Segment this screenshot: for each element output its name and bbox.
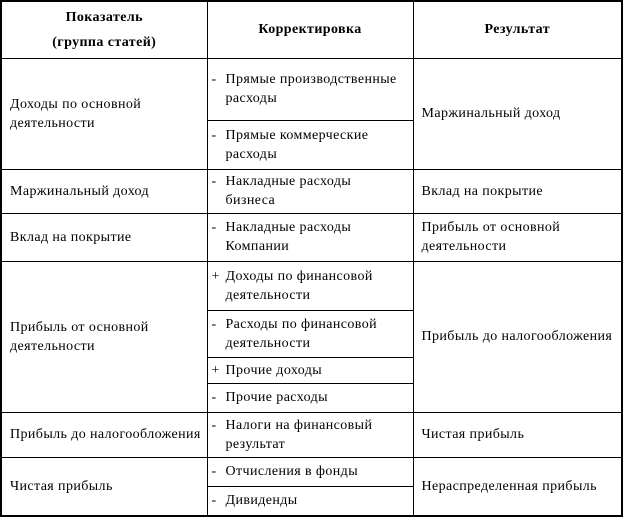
indicator-cell: Вклад на покрытие [1,213,207,261]
adjustment-text: Прямые коммерческие расходы [225,127,369,162]
header-cell-result: Результат [413,1,622,58]
adjustment-sign: + [211,268,220,284]
table-row [1,58,622,120]
adjustment-cell [207,58,413,120]
adjustment-item [208,416,405,454]
adjustment-text: Дивиденды [225,493,298,509]
table-row [1,261,622,310]
adjustment-text: Прямые производственные расходы [225,72,397,106]
adjustment-text: Налоги на финансовый результат [225,417,373,452]
result-cell: Нераспределенная прибыль [413,457,622,516]
adjustment-item [208,315,405,353]
adjustment-sign: - [211,174,217,189]
adjustment-item [208,218,405,256]
adjustment-item [208,126,405,164]
adjustment-sign: + [211,362,220,378]
table-row [1,412,622,457]
adjustment-cell [207,486,413,516]
result-cell: Прибыль до налогообложения [413,261,622,412]
adjustment-sign: - [211,127,217,143]
table-row [1,169,622,213]
adjustment-text: Прочие доходы [225,362,323,378]
adjustment-cell [207,412,413,457]
adjustment-sign: - [211,417,217,433]
indicator-cell: Прибыль до налогообложения [1,412,207,457]
adjustment-cell [207,169,413,213]
result-cell: Прибыль от основной деятельности [413,213,622,261]
indicator-cell: Маржинальный доход [1,169,207,213]
indicator-cell: Доходы по основной деятельности [1,58,207,169]
adjustment-sign: - [211,220,217,235]
adjustment-cell [207,383,413,412]
adjustment-cell [207,457,413,486]
table-row [1,213,622,261]
header-cell-indicator [1,1,207,58]
adjustment-item [208,267,405,305]
adjustment-item [208,388,405,407]
adjustment-item [208,462,405,481]
result-cell: Вклад на покрытие [413,169,622,213]
adjustment-sign: - [211,390,217,405]
adjustment-text: Доходы по финансовой деятельности [225,268,373,303]
adjustment-cell [207,213,413,261]
header-indicator-line2: (группа статей) [52,34,157,50]
header-row [1,1,622,58]
adjustment-item [208,70,405,108]
adjustment-item [208,491,405,510]
adjustment-sign: - [211,72,217,87]
header-indicator-line1: Показатель [65,9,143,25]
adjustment-text: Прочие расходы [225,390,328,405]
adjustment-cell [207,310,413,357]
indicator-cell: Прибыль от основной деятельности [1,261,207,412]
adjustment-text: Накладные расходы Компании [225,220,352,254]
adjustment-sign: - [211,464,217,479]
header-cell-adjustment: Корректировка [207,1,413,58]
result-cell: Маржинальный доход [413,58,622,169]
adjustment-text: Накладные расходы бизнеса [225,174,352,208]
adjustment-text: Расходы по финансовой деятельности [225,316,377,351]
adjustment-cell [207,357,413,383]
table-row [1,457,622,486]
adjustment-item [208,361,405,380]
adjustment-cell [207,120,413,169]
adjustment-sign: - [211,316,217,332]
adjustment-item [208,172,405,210]
adjustment-sign: - [211,493,217,509]
adjustment-text: Отчисления в фонды [225,464,359,479]
indicator-cell: Чистая прибыль [1,457,207,516]
adjustment-cell [207,261,413,310]
result-cell: Чистая прибыль [413,412,622,457]
